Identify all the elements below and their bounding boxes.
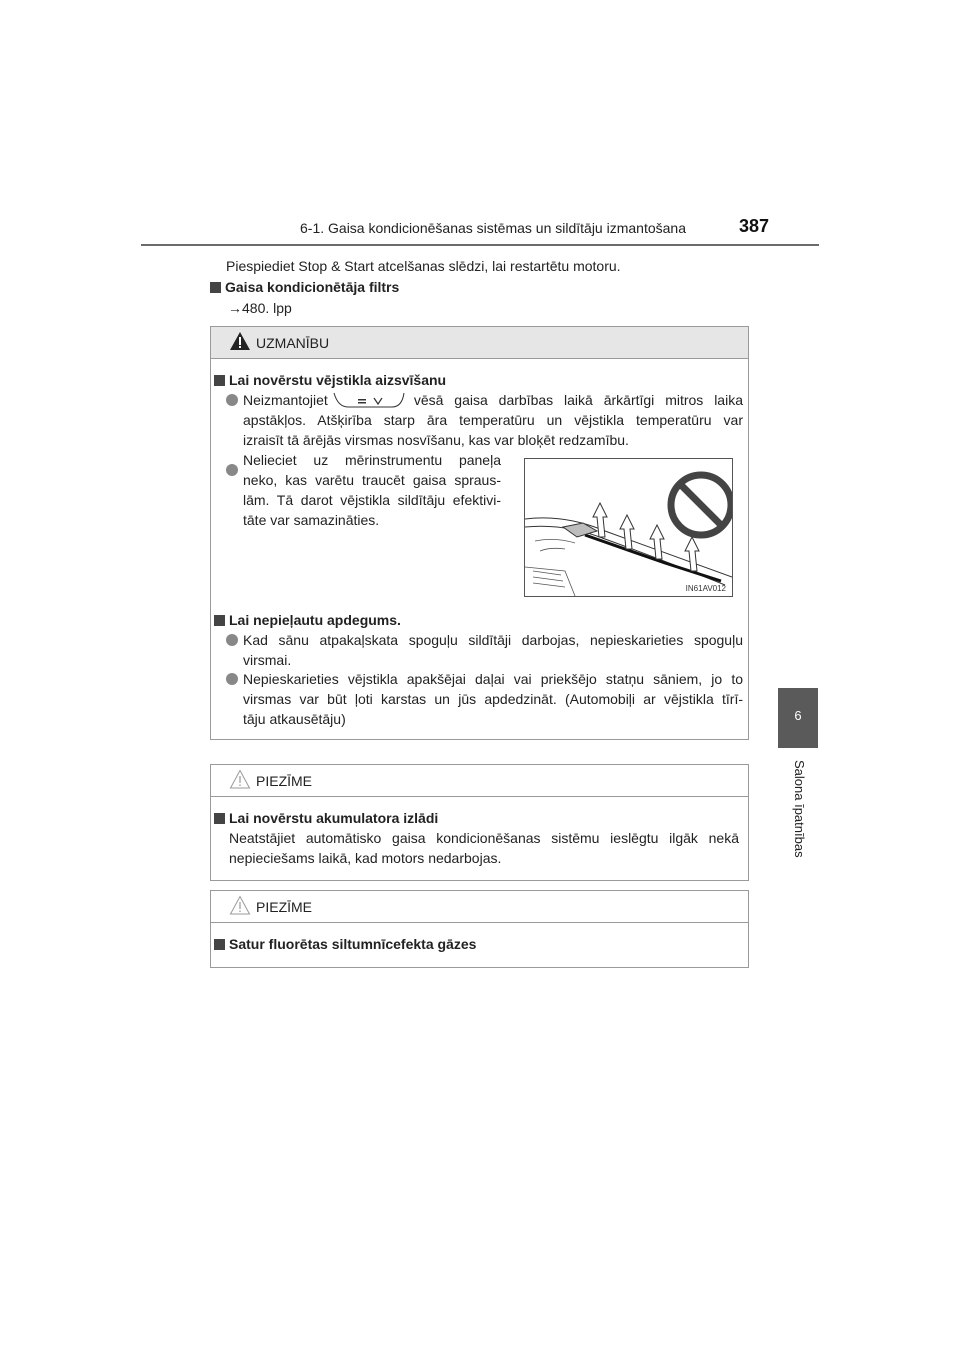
gases-heading-row — [214, 934, 476, 954]
burn-heading: Lai nepieļautu apdegums. — [229, 612, 401, 628]
notice-triangle-icon — [229, 895, 251, 915]
caution-title: UZMANĪBU — [256, 335, 330, 351]
defog-bullet-1 — [243, 390, 743, 450]
notice-box-gases — [210, 890, 749, 968]
notice-title: PIEZĪME — [256, 899, 313, 915]
battery-heading-row — [214, 808, 438, 828]
chapter-tab — [778, 688, 818, 748]
burn-bullet-1-line-2: virsmai. — [243, 652, 292, 668]
battery-text-line-2: nepieciešams laikā, kad motors nedarbojas. — [229, 850, 502, 866]
notice-header — [211, 765, 748, 797]
square-bullet-icon — [214, 939, 225, 950]
round-bullet-icon — [226, 394, 238, 406]
burn-bullet-2-line-3: tāju atkausētāju) — [243, 711, 346, 727]
battery-text — [229, 828, 739, 868]
defog-bullet-1-line-2: apstākļos. Atšķirība starp āra temperatūru un vējstikla temperatūru var — [243, 412, 743, 428]
chapter-number: 6 — [794, 708, 802, 723]
round-bullet-icon — [226, 673, 238, 685]
burn-bullet-2 — [243, 669, 743, 729]
notice-triangle-icon — [229, 769, 251, 789]
illustration-code: IN61AV012 — [685, 584, 726, 593]
filter-heading: Gaisa kondicionētāja filtrs — [225, 279, 400, 295]
square-bullet-icon — [214, 615, 225, 626]
battery-text-line-1: Neatstājiet automātisko gaisa kondicionēšanas sistēmu ieslēgtu ilgāk nekā — [229, 830, 739, 846]
restart-instruction: Piespiediet Stop & Start atcelšanas slēdzi, lai restartētu motoru. — [226, 258, 621, 274]
defog-bullet-2-line-3: lām. Tā darot vējstikla sildītāju efektivi- — [243, 492, 501, 508]
defog-heading-row — [214, 370, 446, 390]
defog-bullet-1-line-1 — [243, 390, 743, 410]
burn-bullet-2-line-1: Nepieskarieties vējstikla apakšējai daļai vai priekšējo statņu sāniem, jo to — [243, 671, 743, 687]
notice-header — [211, 891, 748, 923]
defog-bullet-2-line-2: neko, kas varētu traucēt gaisa sprаus- — [243, 472, 501, 488]
gases-heading: Satur fluorētas siltumnīcefekta gāzes — [229, 936, 477, 952]
ac-cool-button-icon — [332, 391, 406, 409]
header-divider — [141, 244, 819, 246]
burn-heading-row — [214, 610, 401, 630]
filter-heading-row — [210, 277, 399, 297]
defog-heading: Lai novērstu vējstikla aizsvīšanu — [229, 372, 447, 388]
defog-bullet-1-line-3: izraisīt tā ārējās virsmas nosvīšanu, kas var bloķēt redzamību. — [243, 432, 629, 448]
dashboard-vent-illustration — [524, 458, 733, 597]
chapter-label: Salona īpatnības — [792, 760, 807, 858]
section-title: 6-1. Gaisa kondicionēšanas sistēmas un sildītāju izmantošana — [300, 220, 686, 236]
defog-bullet-2 — [243, 450, 501, 530]
burn-bullet-1 — [243, 630, 743, 670]
defog-bullet-2-line-4: tāte var samazināties. — [243, 512, 380, 528]
defog-bullet-2-line-1: Nelieciet uz mērinstrumentu paneļa — [243, 452, 501, 468]
warning-triangle-icon — [229, 331, 251, 351]
defog-bullet-1-tail: vēsā gaisa darbības laikā ārkārtīgi mitros laika — [413, 392, 743, 408]
square-bullet-icon — [214, 375, 225, 386]
burn-bullet-1-line-1: Kad sānu atpakaļskata spoguļu sildītāji darbojas, nepieskarieties spoguļu — [243, 632, 743, 648]
burn-bullet-2-line-2: virsmas var būt ļoti karstas un jūs apdedzināt. (Automobiļi ar vējstikla tīrī- — [243, 691, 743, 707]
round-bullet-icon — [226, 464, 238, 476]
caution-header — [211, 327, 748, 359]
notice-title: PIEZĪME — [256, 773, 313, 789]
square-bullet-icon — [214, 813, 225, 824]
battery-heading: Lai novērstu akumulatora izlādi — [229, 810, 439, 826]
filter-page-reference[interactable]: →480. lpp — [228, 300, 292, 316]
square-bullet-icon — [210, 282, 221, 293]
defog-bullet-1-lead: Neizmantojiet — [243, 392, 328, 408]
page-number: 387 — [739, 216, 770, 236]
round-bullet-icon — [226, 634, 238, 646]
blocked-vent-drawing — [525, 459, 732, 596]
